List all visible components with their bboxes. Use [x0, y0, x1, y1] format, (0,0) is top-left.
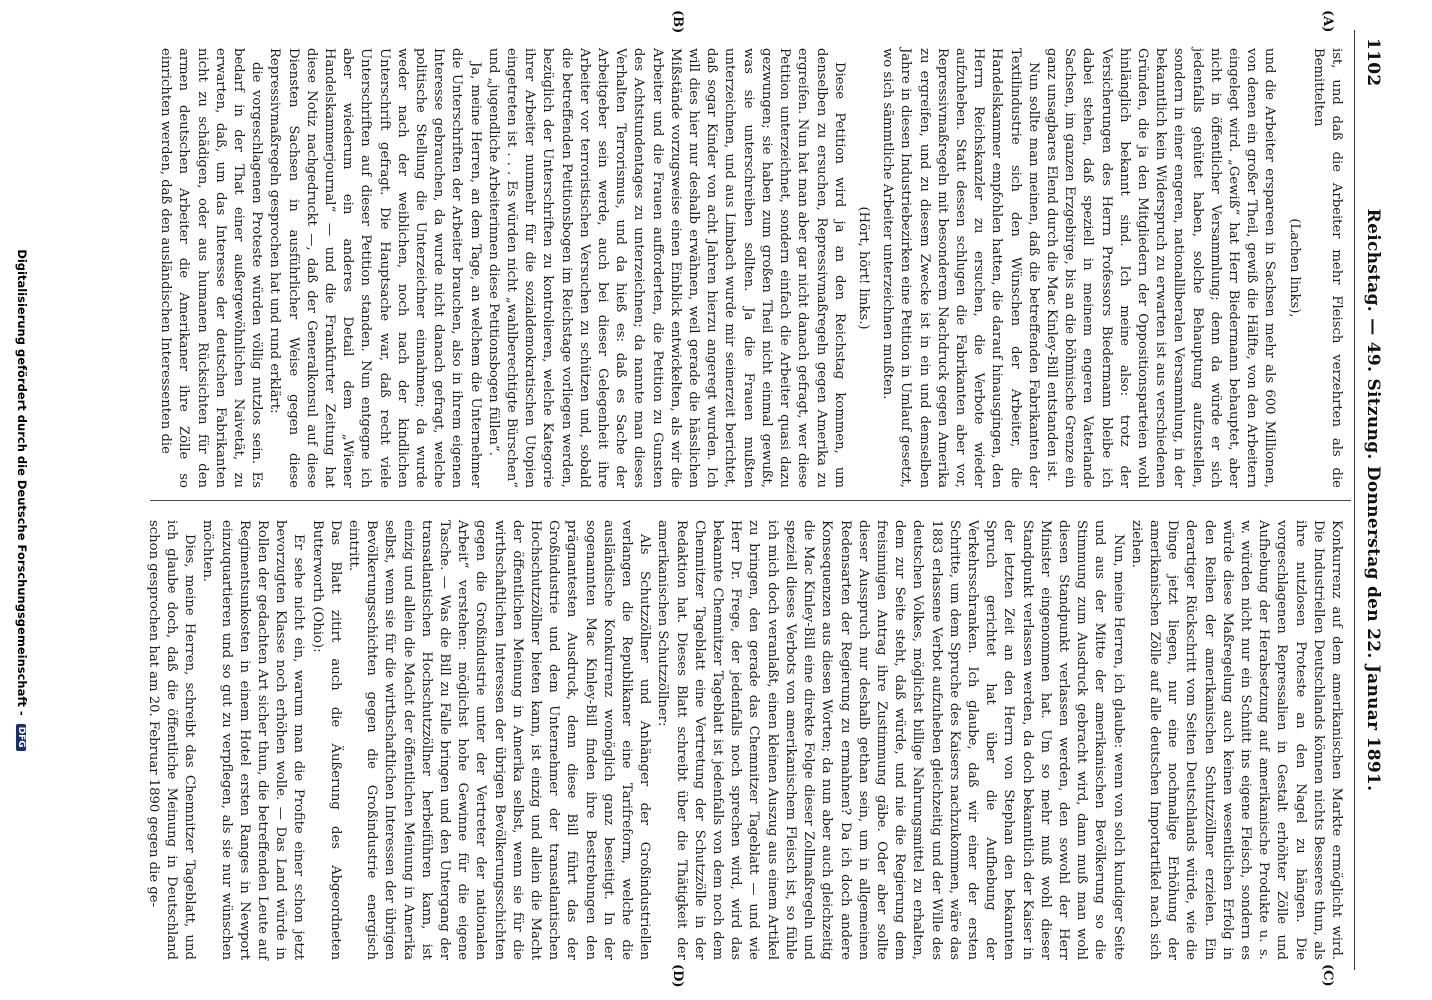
dfg-logo: DFG: [16, 724, 26, 751]
interjection: (Hört, hört! links.): [855, 206, 871, 330]
paragraph: Diese Petition wird ja an den Reichstag kommen, um denselben zu ersuchen, Repressivmaßregeln gegen Amerika zu ergreifen. Nun hat man aber gar nicht danach gefragt, wer diese Petition unterzeichnet, sondern einfach die Arbeiter quasi dazu gezwungen; sie haben zum großen Theil nicht einmal gewußt, was sie unterschreiben sollten. Ja die Frauen mußten unterzeichnen, und aus Limbach wurde mir seinerzeit berichtet, daß sogar Kinder von acht Jahren hierzu angeregt wurden. Ich will dies hier nur deshalb erwähnen, weil gerade die hässlichen Mißstände vorzugsweise einen Einblick entwickelten, als wir die Arbeiter und die Frauen aufforderten, die Petition zu Gunsten des Achtstundentages zu unterzeichnen; da nannte man dieses Verhalten Terrorismus, und da hieß es: daß es Sache der Arbeitgeber sein werde, auch bei dieser Gelegenheit ihre Arbeiter vor terroristischen Versuchen zu schützen und, sobald die betreffenden Petitionsbogen im Reichstage vorliegen werden, bezüglich der Unterschriften zu kontrolieren, welche Kategorie ihrer Arbeiter nunmehr für die sozialdemokratischen Utopien eingetreten ist . . . Es würden nicht „wahlberechtigte Bürschen“ und „jugendliche Arbeiterinnen diese Petitionsbogen füllen“.: [485, 48, 847, 488]
column-separator: [150, 500, 1351, 501]
margin-mark-a: (A): [1320, 10, 1335, 33]
right-text-column: [144, 520, 1345, 960]
header-rule: [1354, 30, 1355, 970]
margin-mark-c: (C): [1320, 964, 1335, 987]
margin-mark-d: (D): [670, 964, 685, 988]
paragraph: Dies, meine Herren, schreibt das Chemnitzer Tageblatt, und ich glaube doch, daß die öffentliche Meinung in Deutschland schon gesprochen hat am 20. Februar 1890 gegen die ge-: [145, 520, 198, 960]
interjection: (Lachen links),: [1286, 218, 1302, 318]
paragraph: Das Blatt zitirt auch die Äußerung des Abgeordneten Butterworth (Ohio):: [309, 520, 343, 960]
page-header: [1355, 30, 1385, 970]
paragraph: Als Schutzzöllner und Anhänger der Großindustriellen verlangen die Republikaner eine Tarifreform, welche die ausländische Konkurrenz womöglich ganz beseitigt. In der sogenannten Mac Kinley-Bill finden ihre Bestrebungen den prägnantesten Ausdruck, denn diese Bill führt das der Großindustrie und dem Unternehmer der transatlantischen Hochschutzzöllner bieten kann, ist einzig und allein die Macht der öffentlichen Meinung in Amerika selbst, wenn sie für die wirthschaftlichen Interessen der übrigen Bevölkerungsschichten gegen die Großindustrie unter der Vertreter der nationalen Arbeit“ verstehen: möglichst hohe Gewinne für die eigene Tasche. — Was die Bill zu Falle bringen und den Untergang der transatlantischen Hochschutzzöllner herbeiführen kann, ist einzig und allein die Macht der öffentlichen Meinung in Amerika selbst, wenn sie für die wirthschaftlichen Interessen der übrigen Bevölkerungsschichten gegen die Großindustrie energisch eintritt.: [346, 520, 653, 960]
paragraph: Ja, meine Herren, an dem Tage, an welchem die Unternehmer die Unterschriften der Arbeiter brauchen, also in ihrem eigenen Interesse gebrauchen, da wurde nicht danach gefragt, welche politische Stellung die Unterzeichner einnahmen; da wurde weder nach der weiblichen, noch nach der kindlichen Unterschrift gefragt. Die Hauptsache war, daß recht viele Unterschriften auf dieser Petition standen. Nun entgegne ich aber wiederum ein anderes Detail dem „Wiener Handelskammerjournal“ — und die Frankfurter Zeitung hat diese Notiz nachgedruckt —, daß der Generalkonsul auf diese Diensten Sachsen in ausführlicher Weise gegen diese Repressivmaßregeln gesprochen hat und rund erklärt:: [267, 48, 483, 488]
footer-text: Digitalisierung gefördert durch die Deutsche Forschungsgemeinschaft -: [15, 249, 29, 716]
digitization-footer: [7, 0, 29, 1000]
paragraph: die vorgeschlagenen Proteste würden völlig nutzlos sein. Es bedarf in der That einer außergewöhnlichen Naivetät, zu erwarten, daß, um das Interesse der deutschen Fabrikanten nicht zu schädigen, oder aus humanen Rücksichten für den armen deutschen Arbeiter die Amerikaner ihre Zölle so einrichten werden, daß den ausländischen Interessenten die: [158, 48, 265, 488]
paragraph: und die Arbeiter erspareen in Sachsen mehr als 600 Millionen, von denen ein großer Theil, gewiß die Hälfte, von den Arbeitern eingelegt wird. „Gewiß“ hat Herr Biedermann behauptet, aber nicht in öffentlicher Versammlung; denn da würde er sich jedenfalls gehütet haben, solche Behauptung aufzustellen, sondern in einer engeren, nationalliberalen Versammlung, in der bekanntlich kein Widerspruch zu erwarten ist aus verschiedenen Gründen, die ja den Mitgliedern der Oppositionsparteien wohl hinlänglich bekannt sind. Ich meine also: trotz der Versicherungen des Herrn Professors Biedermann bleibe ich dabei stehen, daß speziell in meinem engeren Vaterlande Sachsen, im ganzen Erzgebirge, bis an die böhmische Grenze ein ganz unsagbares Elend durch die Mac Kinley-Bill entstanden ist.: [1043, 48, 1278, 488]
paragraph: Nun sollte man meinen, daß die betreffenden Fabrikanten der Textilindustrie sich den Wünschen der Arbeiter, die Handelskammer empfohlen hatten, die darauf hinausgingen, den Herrn Reichskanzler zu ersuchen, die Verbote wieder aufzuheben. Statt dessen schlugen die Fabrikanten aber vor, Repressivmaßregeln mit besonderem Nachdruck gegen Amerika zu ergreifen, und zu diesem Zwecke ist in ein und demselben Jahre in diesen Industriebezirken eine Petition in Umlauf gesetzt, wo sich sämmtliche Arbeiter unterzeichnen mußten.: [880, 48, 1041, 488]
paragraph: ist, und daß die Arbeiter mehr Fleisch verzehrten als die Bemittelten: [1310, 48, 1344, 488]
left-text-column: [156, 48, 1345, 488]
paragraph: Nun, meine Herren, ich glaube: wenn von solch kundiger Seite und aus der Mitte der amerikanischen Bevölkerung so die Stimmung zum Ausdruck gebracht wird, dann muß man wohl diesen Standpunkt verlassen werden, den sowohl der Herr Minister eingenommen hat. Um so mehr muß wohl dieser Standpunkt verlassen werden, da doch bekanntlich der Kaiser in der letzten Zeit an den Herrn von Stephan den bekannten Spruch gerichtet hat über die Aufhebung der Verkehrsschranken. Ich glaube, daß wir einer der ersten Schritte, um dem Spruche des Kaisers nachzukommen, wäre das 1883 erlassene Verbot aufzuheben gleichzeitig und der Wille des deutschen Volkes, möglichst billige Nahrungsmittel zu erhalten, dem zur Seite steht, daß würde, und nie die Regierung dem freisinnigen Antrag ihre Zustimmung gäbe. Oder aber sollte dieser Ausspruch nur deshalb gethan sein, um in allgemeinen Redensarten der Regierung zu ermahnen? Da ich doch andere Konsequenzen aus diesen Worten; da nun aber auch gleichzeitig die Mac Kinley-Bill eine direkte Folge dieser Zollmaßregeln und speziell dieses Verbots von amerikanischem Fleisch ist, so fühle ich mich doch veranlaßt, einen kleinen Auszug aus einem Artikel zu bringen, den gerade das Chemnitzer Tageblatt — und wie Herr Dr. Frege, der jedenfalls noch sprechen wird, wird das bekannte Chemnitzer Tageblatt ist jedenfalls von dem noch dem Chemnitzer Tageblatt eine Vertretung der Schutzzölle in der Redaktion hat. Dieses Blatt schreibt über die Thätigkeit der amerikanischen Schutzzöllner:: [655, 520, 1126, 960]
margin-mark-b: (B): [670, 10, 685, 34]
page-number: 1102: [1363, 38, 1383, 87]
paragraph: Konkurrenz auf dem amerikanischen Markte ermöglicht wird. Die Industriellen Deutschlands können nichts Besseres thun, als ihre nutzlosen Proteste an den Nagel zu hängen. Die vorgeschlagenen Repressalien in Gestalt erhöhter Zölle und Aufhebung der Herabsetzung auf amerikanische Produkte u. s. w. würden nicht nur ein Schnitt ins eigene Fleisch, sondern es würde diese Maßregelung auch keinen wesentlichen Erfolg in den Reihen der amerikanischen Schutzzöllner erzielen. Ein derartiger Rückschritt vom Seiten Deutschlands würde, wie die Dinge jetzt liegen, nur eine nochmalige Erhöhung der amerikanischen Zölle auf alle deutschen Importartikel nach sich ziehen.: [1128, 520, 1344, 960]
paragraph: Er sehe nicht ein, warum man die Profite einer schon jetzt bevorzugten Klasse noch erhöhen wolle. — Das Land würde in Rollen der gedachten Art sicher thun, die betreffenden Leute auf Regimentsunkosten in einem Hotel ersten Ranges in Newport einzuquartieren und so gut zu verpflegen, als sie nur wünschen möchten.: [200, 520, 307, 960]
page-title: Reichstag. — 49. Sitzung. Donnerstag den 22. Januar 1891.: [1363, 208, 1383, 792]
